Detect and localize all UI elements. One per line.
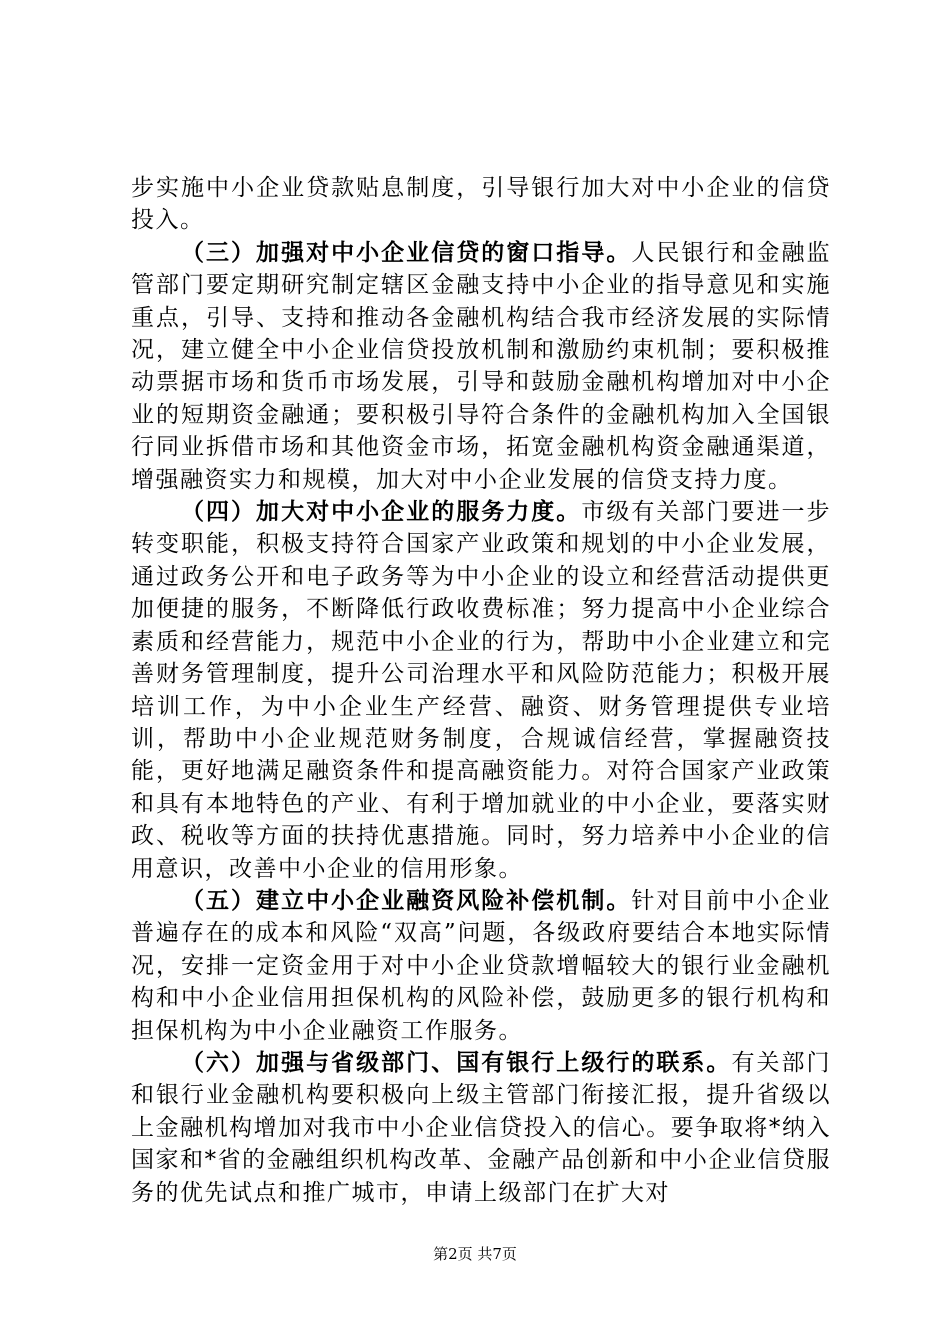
section-heading: （三）加强对中小企业信贷的窗口指导。 <box>181 239 632 266</box>
section-heading: （四）加大对中小企业的服务力度。 <box>181 499 582 526</box>
paragraph-continuation <box>131 172 831 237</box>
section-heading: （六）加强与省级部门、国有银行上级行的联系。 <box>181 1049 732 1076</box>
paragraph-section-6 <box>131 1047 831 1209</box>
paragraph-section-3 <box>131 237 831 496</box>
paragraph-body: 步实施中小企业贷款贴息制度，引导银行加大对中小企业的信贷投入。 <box>131 175 831 234</box>
page-footer <box>0 1243 950 1264</box>
paragraph-body: 人民银行和金融监管部门要定期研究制定辖区金融支持中小企业的指导意见和实施重点，引导、支持和推动各金融机构结合我市经济发展的实际情况，建立健全中小企业信贷投放机制和激励约束机制；要积极推动票据市场和货币市场发展，引导和鼓励金融机构增加对中小企业的短期资金融通；要积极引导符合条件的金融机构加入全国银行同业拆借市场和其他资金市场，拓宽金融机构资金融通渠道，增强融资实力和规模，加大对中小企业发展的信贷支持力度。 <box>131 239 832 493</box>
paragraph-section-5 <box>131 885 831 1047</box>
paragraph-body: 市级有关部门要进一步转变职能，积极支持符合国家产业政策和规划的中小企业发展，通过政务公开和电子政务等为中小企业的设立和经营活动提供更加便捷的服务，不断降低行政收费标准；努力提高中小企业综合素质和经营能力，规范中小企业的行为，帮助中小企业建立和完善财务管理制度，提升公司治理水平和风险防范能力；积极开展培训工作，为中小企业生产经营、融资、财务管理提供专业培训，帮助中小企业规范财务制度，合规诚信经营，掌握融资技能，更好地满足融资条件和提高融资能力。对符合国家产业政策和具有本地特色的产业、有利于增加就业的中小企业，要落实财政、税收等方面的扶持优惠措施。同时，努力培养中小企业的信用意识，改善中小企业的信用形象。 <box>131 499 832 882</box>
paragraph-body: 有关部门和银行业金融机构要积极向上级主管部门衔接汇报，提升省级以上金融机构增加对我市中小企业信贷投入的信心。要争取将*纳入国家和*省的金融组织机构改革、金融产品创新和中小企业信贷服务的优先试点和推广城市，申请上级部门在扩大对 <box>131 1049 832 1206</box>
paragraph-section-4 <box>131 496 831 885</box>
page-number-label: 第2页 共7页 <box>433 1245 517 1263</box>
section-heading: （五）建立中小企业融资风险补偿机制。 <box>181 887 632 914</box>
paragraph-body: 针对目前中小企业普遍存在的成本和风险“双高”问题，各级政府要结合本地实际情况，安排一定资金用于对中小企业贷款增幅较大的银行业金融机构和中小企业信用担保机构的风险补偿，鼓励更多的银行机构和担保机构为中小企业融资工作服务。 <box>131 887 832 1044</box>
document-body <box>131 172 831 1209</box>
